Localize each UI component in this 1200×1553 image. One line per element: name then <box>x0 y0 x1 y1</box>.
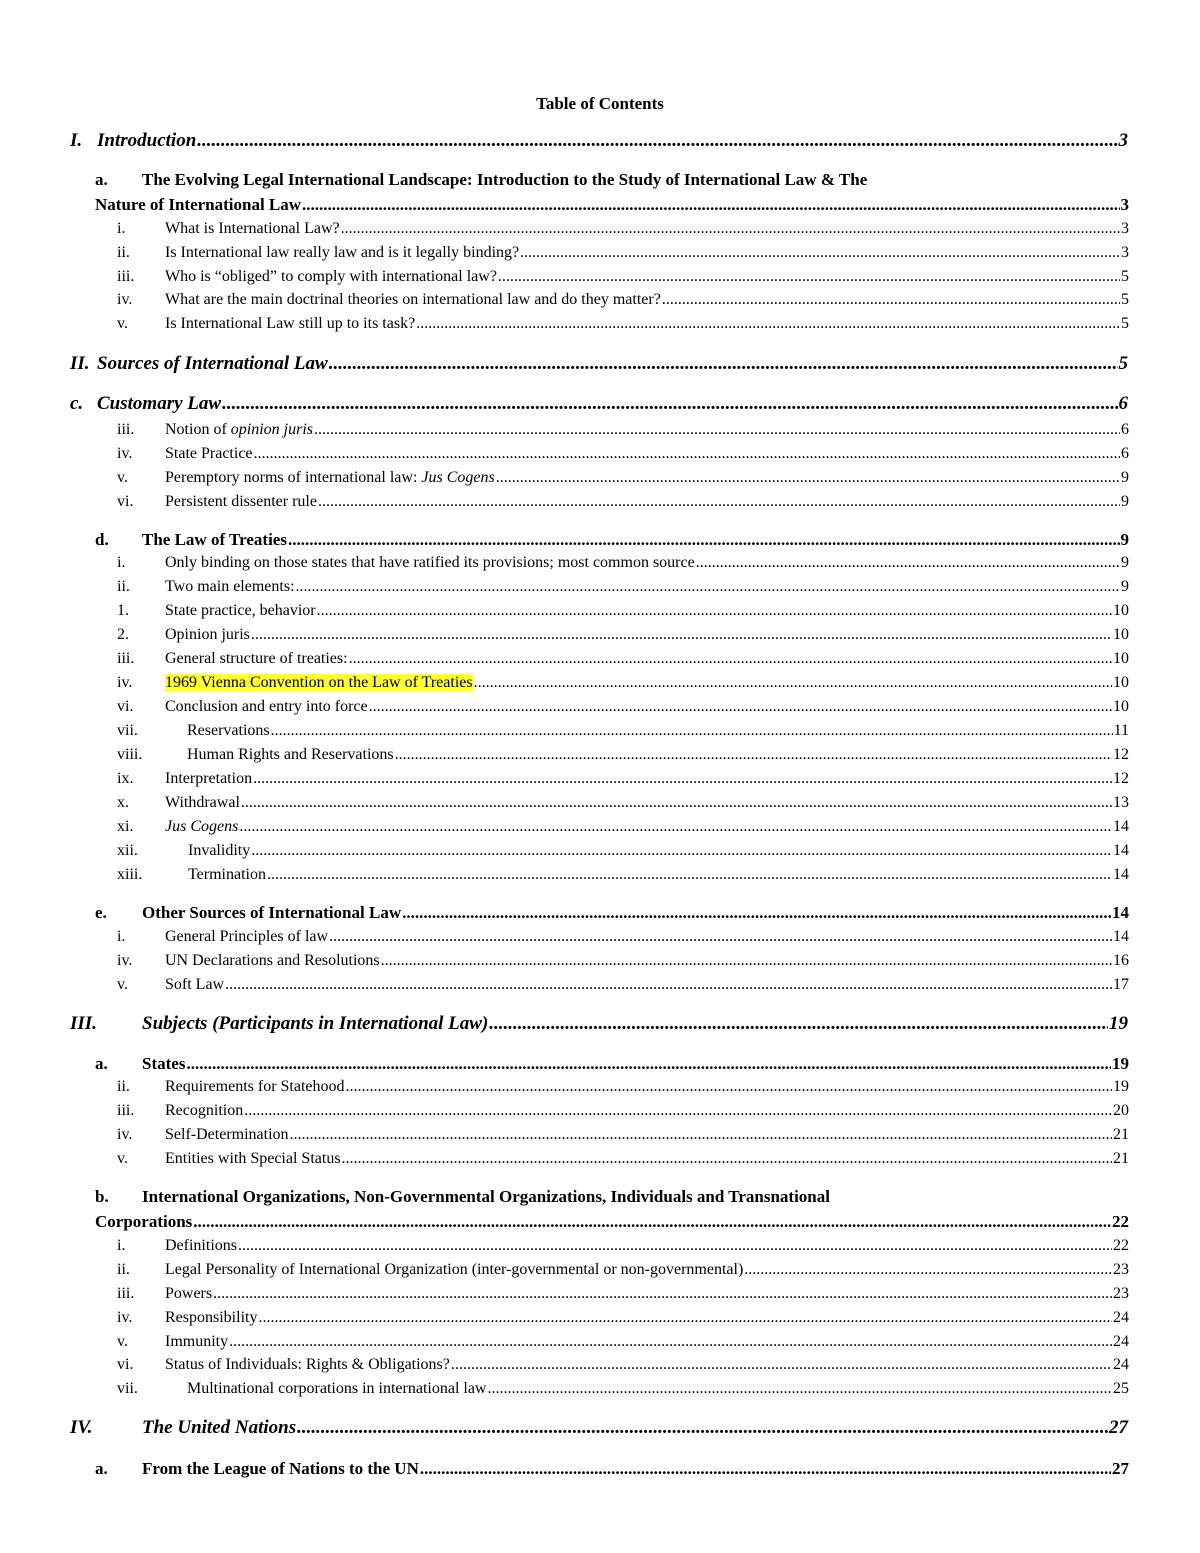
toc-entry[interactable] <box>117 746 1129 770</box>
toc-entry[interactable] <box>117 770 1129 794</box>
toc-leader <box>451 1356 1112 1374</box>
toc-page: 5 <box>1121 268 1129 285</box>
toc-leader <box>213 1285 1112 1303</box>
toc-text: Only binding on those states that have ratified its provisions; most common source <box>165 554 695 571</box>
toc-number: a. <box>95 1459 108 1478</box>
toc-text: What is International Law? <box>165 220 340 237</box>
toc-number: II. <box>70 353 90 374</box>
toc-entry[interactable] <box>117 1261 1129 1285</box>
toc-leader <box>258 1309 1112 1327</box>
toc-leader <box>416 315 1120 333</box>
toc-entry[interactable] <box>117 626 1129 650</box>
toc-text: Two main elements: <box>165 578 295 595</box>
toc-entry[interactable] <box>117 493 1129 517</box>
toc-number: vi. <box>117 1356 134 1373</box>
toc-leader <box>225 976 1112 994</box>
toc-leader <box>302 195 1119 215</box>
toc-entry[interactable] <box>117 1309 1129 1333</box>
toc-page: 14 <box>1113 928 1129 945</box>
toc-leader <box>297 1417 1108 1439</box>
toc-number: a. <box>95 170 108 189</box>
toc-entry-highlighted[interactable] <box>117 674 1129 698</box>
toc-entry[interactable] <box>117 268 1129 292</box>
toc-text: General structure of treaties: <box>165 650 348 667</box>
toc-entry[interactable] <box>70 393 1128 417</box>
toc-text: Peremptory norms of international law: Jus Cogens <box>165 469 495 486</box>
toc-text: Nature of International Law <box>95 195 302 214</box>
toc-entry[interactable] <box>117 1356 1129 1380</box>
toc-number: xi. <box>117 818 134 835</box>
toc-text: Withdrawal <box>165 794 240 811</box>
toc-number: v. <box>117 315 128 332</box>
toc-leader <box>696 554 1120 572</box>
toc-number: iv. <box>117 674 133 691</box>
toc-entry[interactable] <box>117 952 1129 976</box>
toc-text: State practice, behavior <box>165 602 316 619</box>
toc-entry[interactable] <box>117 794 1129 818</box>
toc-number: iv. <box>117 952 133 969</box>
toc-number: a. <box>95 1054 108 1073</box>
toc-page: 5 <box>1121 315 1129 332</box>
toc-number: iv. <box>117 1126 133 1143</box>
toc-leader <box>229 1333 1112 1351</box>
toc-page: 27 <box>1109 1417 1128 1438</box>
toc-page: 5 <box>1121 291 1129 308</box>
toc-entry[interactable] <box>117 1237 1129 1261</box>
toc-page: 25 <box>1113 1380 1129 1397</box>
toc-page: 11 <box>1113 722 1129 739</box>
toc-page: 17 <box>1113 976 1129 993</box>
toc-entry[interactable] <box>70 130 1128 154</box>
toc-page: 13 <box>1113 794 1129 811</box>
toc-page: 3 <box>1121 244 1129 261</box>
toc-text: Interpretation <box>165 770 253 787</box>
toc-text: The Evolving Legal International Landscape: Introduction to the Study of International Law & The <box>142 170 868 189</box>
toc-leader <box>318 493 1120 511</box>
toc-leader <box>314 421 1120 439</box>
toc-text: Introduction <box>97 130 197 151</box>
toc-leader <box>349 650 1112 668</box>
toc-page: 22 <box>1113 1237 1129 1254</box>
toc-number: iii. <box>117 268 135 285</box>
toc-entry[interactable] <box>117 866 1129 890</box>
toc-number: c. <box>70 393 84 414</box>
toc-leader <box>244 1102 1112 1120</box>
toc-text: Self-Determination <box>165 1126 289 1143</box>
toc-leader <box>288 530 1120 550</box>
toc-number: vii. <box>117 722 138 739</box>
toc-entry[interactable] <box>117 421 1129 445</box>
toc-leader <box>241 794 1112 812</box>
toc-entry[interactable] <box>70 353 1128 377</box>
toc-leader <box>251 842 1112 860</box>
toc-entry[interactable] <box>70 1417 1128 1441</box>
toc-text: Customary Law <box>97 393 222 414</box>
toc-page: 14 <box>1113 842 1129 859</box>
toc-number: ix. <box>117 770 134 787</box>
toc-entry[interactable] <box>117 244 1129 268</box>
toc-text: The Law of Treaties <box>142 530 287 549</box>
toc-number: v. <box>117 469 128 486</box>
toc-text: Multinational corporations in international law <box>187 1380 487 1397</box>
toc-page: 20 <box>1113 1102 1129 1119</box>
toc-leader <box>329 353 1118 375</box>
toc-page: 16 <box>1113 952 1129 969</box>
toc-leader <box>369 698 1112 716</box>
toc-page: 10 <box>1113 626 1129 643</box>
toc-text: Recognition <box>165 1102 244 1119</box>
toc-number: viii. <box>117 746 143 763</box>
toc-number: i. <box>117 928 126 945</box>
toc-number: v. <box>117 1333 128 1350</box>
toc-text: Who is “obliged” to comply with international law? <box>165 268 497 285</box>
toc-number: iii. <box>117 1102 135 1119</box>
toc-text: Immunity <box>165 1333 229 1350</box>
toc-text: Subjects (Participants in International Law) <box>142 1013 489 1034</box>
toc-number: i. <box>117 1237 126 1254</box>
toc-number: i. <box>117 554 126 571</box>
toc-number: v. <box>117 976 128 993</box>
toc-entry[interactable] <box>117 315 1129 339</box>
toc-number: iv. <box>117 445 133 462</box>
toc-entry[interactable] <box>95 1212 1129 1236</box>
toc-number: vi. <box>117 493 134 510</box>
toc-entry[interactable] <box>95 530 1129 554</box>
toc-entry[interactable] <box>117 602 1129 626</box>
toc-leader <box>222 393 1117 415</box>
toc-entry[interactable] <box>95 1459 1129 1483</box>
toc-number: e. <box>95 903 107 922</box>
toc-entry[interactable] <box>117 698 1129 722</box>
toc-text: State Practice <box>165 445 253 462</box>
toc-page: 14 <box>1113 818 1129 835</box>
toc-page: 14 <box>1112 903 1129 922</box>
toc-leader <box>253 770 1112 788</box>
toc-leader <box>487 1380 1112 1398</box>
toc-text: Responsibility <box>165 1309 258 1326</box>
toc-leader <box>342 1150 1112 1168</box>
toc-leader <box>197 130 1117 152</box>
toc-leader <box>251 626 1112 644</box>
toc-entry[interactable] <box>117 578 1129 602</box>
toc-text: Invalidity <box>188 842 251 859</box>
toc-leader <box>290 1126 1112 1144</box>
toc-leader <box>346 1078 1112 1096</box>
toc-number: b. <box>95 1187 109 1206</box>
toc-leader <box>238 1237 1112 1255</box>
toc-number: ii. <box>117 1261 130 1278</box>
toc-leader <box>267 866 1112 884</box>
toc-entry[interactable] <box>117 928 1129 952</box>
toc-leader <box>341 220 1120 238</box>
toc-page: 23 <box>1113 1261 1129 1278</box>
toc-entry[interactable] <box>117 842 1129 866</box>
toc-leader <box>193 1212 1111 1232</box>
toc-page: 23 <box>1113 1285 1129 1302</box>
toc-entry[interactable] <box>117 818 1129 842</box>
toc-text: Entities with Special Status <box>165 1150 341 1167</box>
toc-text: Soft Law <box>165 976 225 993</box>
toc-leader <box>329 928 1112 946</box>
toc-text: From the League of Nations to the UN <box>142 1459 419 1478</box>
toc-page: 3 <box>1118 130 1128 151</box>
toc-entry-heading[interactable] <box>95 1187 830 1207</box>
toc-number: ii. <box>117 244 130 261</box>
toc-entry[interactable] <box>117 220 1129 244</box>
toc-page: 9 <box>1121 578 1129 595</box>
toc-text: General Principles of law <box>165 928 329 945</box>
toc-page: 24 <box>1113 1333 1129 1350</box>
toc-text: Termination <box>188 866 266 883</box>
toc-text: Human Rights and Reservations <box>187 746 394 763</box>
toc-entry[interactable] <box>117 554 1129 578</box>
toc-entry-heading[interactable] <box>95 170 867 190</box>
toc-leader <box>381 952 1112 970</box>
toc-page: 3 <box>1121 220 1129 237</box>
toc-number: iii. <box>117 1285 135 1302</box>
toc-number: xii. <box>117 842 138 859</box>
toc-number: i. <box>117 220 126 237</box>
toc-leader <box>186 1054 1111 1074</box>
toc-page: 10 <box>1113 650 1129 667</box>
toc-page: 24 <box>1113 1356 1129 1373</box>
toc-page: 5 <box>1118 353 1128 374</box>
toc-text: Corporations <box>95 1212 193 1231</box>
toc-page: 19 <box>1112 1054 1129 1073</box>
toc-entry[interactable] <box>117 445 1129 469</box>
toc-text: Other Sources of International Law <box>142 903 402 922</box>
toc-number: v. <box>117 1150 128 1167</box>
toc-page: 10 <box>1113 602 1129 619</box>
toc-number: iv. <box>117 291 133 308</box>
toc-number: xiii. <box>117 866 143 883</box>
toc-leader <box>271 722 1113 740</box>
toc-text: What are the main doctrinal theories on international law and do they matter? <box>165 291 661 308</box>
toc-leader <box>489 1013 1108 1035</box>
toc-leader <box>662 291 1120 309</box>
toc-leader <box>744 1261 1112 1279</box>
toc-entry[interactable] <box>117 722 1129 746</box>
toc-page: 10 <box>1113 698 1129 715</box>
toc-page: 21 <box>1113 1150 1129 1167</box>
toc-entry[interactable] <box>117 1333 1129 1357</box>
toc-leader <box>474 674 1112 692</box>
toc-text: Reservations <box>187 722 270 739</box>
toc-page: 12 <box>1113 770 1129 787</box>
toc-page: 24 <box>1113 1309 1129 1326</box>
toc-number: d. <box>95 530 109 549</box>
toc-page: 9 <box>1120 530 1129 549</box>
toc-entry[interactable] <box>95 1054 1129 1078</box>
toc-entry[interactable] <box>117 291 1129 315</box>
toc-page: 9 <box>1121 554 1129 571</box>
toc-page: 19 <box>1109 1013 1128 1034</box>
toc-page: 22 <box>1112 1212 1129 1231</box>
toc-entry[interactable] <box>117 976 1129 1000</box>
toc-page: 3 <box>1120 195 1129 214</box>
toc-entry[interactable] <box>117 1285 1129 1309</box>
toc-text: Sources of International Law <box>97 353 328 374</box>
toc-text: Definitions <box>165 1237 237 1254</box>
toc-leader <box>254 445 1120 463</box>
toc-page: 19 <box>1113 1078 1129 1095</box>
toc-page: 14 <box>1113 866 1129 883</box>
toc-number: iii. <box>117 650 135 667</box>
toc-text: Is International law really law and is it legally binding? <box>165 244 520 261</box>
toc-text: Notion of opinion juris <box>165 421 314 438</box>
toc-page: 27 <box>1112 1459 1129 1478</box>
toc-page: 6 <box>1121 445 1129 462</box>
toc-page: 9 <box>1121 469 1129 486</box>
toc-number: IV. <box>70 1417 93 1438</box>
toc-leader <box>402 903 1111 923</box>
toc-number: I. <box>70 130 83 151</box>
toc-text: Status of Individuals: Rights & Obligations? <box>165 1356 450 1373</box>
toc-entry[interactable] <box>117 1126 1129 1150</box>
toc-text: Powers <box>165 1285 213 1302</box>
page-title: Table of Contents <box>536 94 664 113</box>
toc-page: 6 <box>1121 421 1129 438</box>
toc-page: 9 <box>1121 493 1129 510</box>
toc-leader <box>296 578 1120 596</box>
toc-leader <box>498 268 1120 286</box>
toc-text: Jus Cogens <box>165 818 239 835</box>
toc-number: iv. <box>117 1309 133 1326</box>
toc-entry[interactable] <box>117 1150 1129 1174</box>
toc-text: UN Declarations and Resolutions <box>165 952 380 969</box>
toc-number: vii. <box>117 1380 138 1397</box>
toc-text: Conclusion and entry into force <box>165 698 368 715</box>
toc-entry[interactable] <box>117 1380 1129 1404</box>
toc-page: 6 <box>1118 393 1128 414</box>
toc-text: Is International Law still up to its task? <box>165 315 416 332</box>
toc-leader <box>520 244 1120 262</box>
toc-number: 2. <box>117 626 129 643</box>
toc-entry[interactable] <box>95 195 1129 219</box>
toc-entry[interactable] <box>70 1013 1128 1037</box>
toc-page: 12 <box>1113 746 1129 763</box>
toc-leader <box>496 469 1120 487</box>
toc-leader <box>420 1459 1111 1479</box>
toc-number: ii. <box>117 578 130 595</box>
toc-text: Persistent dissenter rule <box>165 493 317 510</box>
toc-number: vi. <box>117 698 134 715</box>
toc-text-highlight: 1969 Vienna Convention on the Law of Treaties <box>165 674 473 691</box>
toc-leader <box>239 818 1112 836</box>
toc-text: Legal Personality of International Organization (inter-governmental or non-governmental) <box>165 1261 744 1278</box>
toc-leader <box>317 602 1112 620</box>
toc-entry[interactable] <box>117 469 1129 493</box>
toc-text: Opinion juris <box>165 626 250 643</box>
toc-number: ii. <box>117 1078 130 1095</box>
toc-number: iii. <box>117 421 135 438</box>
toc-text: International Organizations, Non-Governmental Organizations, Individuals and Transnational <box>142 1187 830 1206</box>
toc-entry[interactable] <box>117 1102 1129 1126</box>
toc-page: 10 <box>1113 674 1129 691</box>
toc-entry[interactable] <box>117 650 1129 674</box>
toc-entry[interactable] <box>95 903 1129 927</box>
toc-leader <box>395 746 1112 764</box>
toc-entry[interactable] <box>117 1078 1129 1102</box>
toc-number: 1. <box>117 602 129 619</box>
toc-text: Requirements for Statehood <box>165 1078 345 1095</box>
toc-number: III. <box>70 1013 97 1034</box>
toc-page: 21 <box>1113 1126 1129 1143</box>
toc-number: x. <box>117 794 129 811</box>
toc-text: The United Nations <box>142 1417 297 1438</box>
toc-text: States <box>142 1054 186 1073</box>
